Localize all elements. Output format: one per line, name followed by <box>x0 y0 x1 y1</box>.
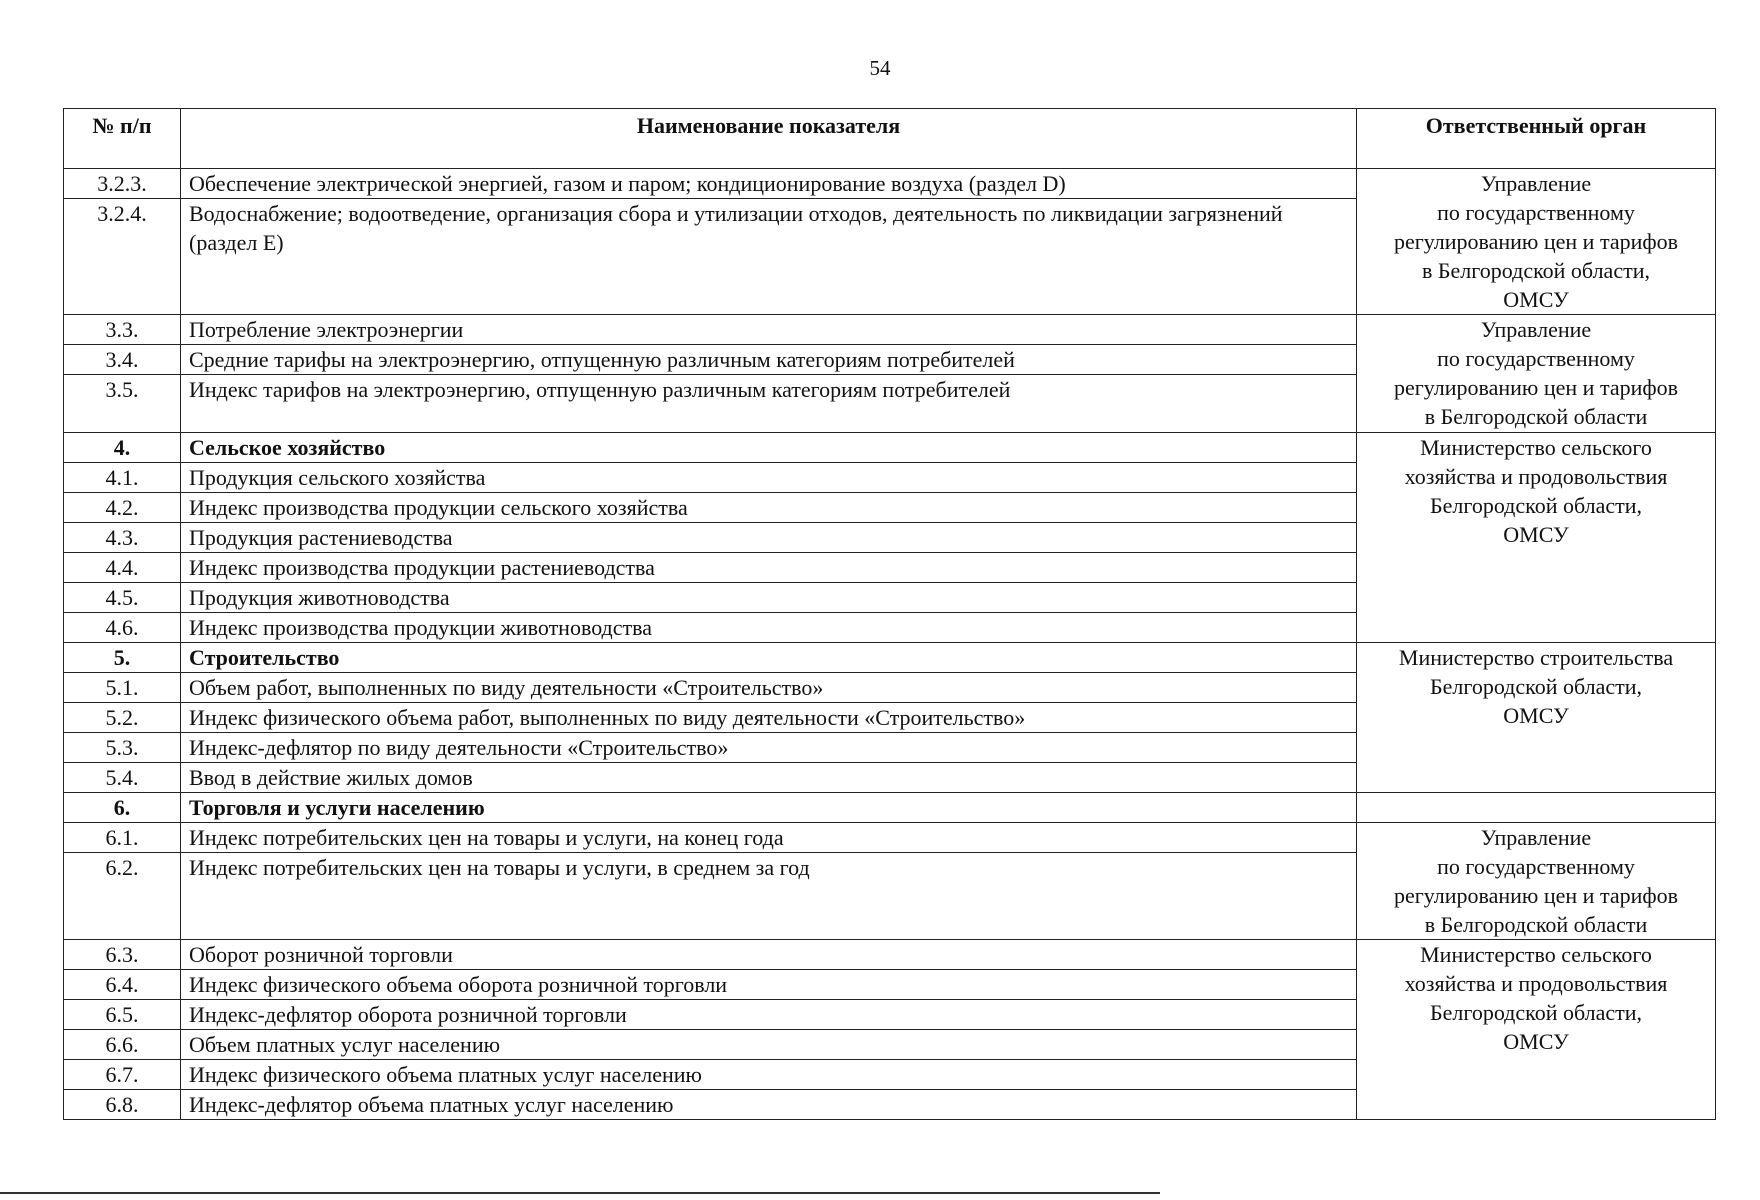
row-indicator: Ввод в действие жилых домов <box>181 763 1357 793</box>
row-indicator: Индекс физического объема оборота розничной торговли <box>181 970 1357 1000</box>
row-number: 4.1. <box>64 463 181 493</box>
table-row <box>64 643 1716 673</box>
row-indicator: Обеспечение электрической энергией, газом и паром; кондиционирование воздуха (раздел D) <box>181 169 1357 199</box>
header-number: № п/п <box>64 109 181 169</box>
row-number: 4.3. <box>64 523 181 553</box>
row-indicator: Объем платных услуг населению <box>181 1030 1357 1060</box>
responsible-body: Управление по государственному регулированию цен и тарифов в Белгородской области, ОМСУ <box>1357 169 1716 315</box>
row-indicator: Индекс производства продукции животноводства <box>181 613 1357 643</box>
row-number: 3.3. <box>64 315 181 345</box>
row-indicator: Индекс-дефлятор объема платных услуг населению <box>181 1090 1357 1120</box>
row-indicator: Индекс производства продукции растениеводства <box>181 553 1357 583</box>
section-title: Торговля и услуги населению <box>181 793 1357 823</box>
row-indicator: Потребление электроэнергии <box>181 315 1357 345</box>
responsible-body: Министерство сельского хозяйства и продовольствия Белгородской области, ОМСУ <box>1357 940 1716 1120</box>
row-number: 4.4. <box>64 553 181 583</box>
indicators-table <box>63 108 1716 1120</box>
row-number: 6.7. <box>64 1060 181 1090</box>
row-number: 6.1. <box>64 823 181 853</box>
section-number: 6. <box>64 793 181 823</box>
row-number: 5.1. <box>64 673 181 703</box>
row-number: 4.2. <box>64 493 181 523</box>
row-number: 4.5. <box>64 583 181 613</box>
row-indicator: Объем работ, выполненных по виду деятельности «Строительство» <box>181 673 1357 703</box>
responsible-body <box>1357 793 1716 823</box>
table-header-row <box>64 109 1716 169</box>
section-number: 5. <box>64 643 181 673</box>
page-number: 54 <box>869 56 891 80</box>
row-indicator: Индекс тарифов на электроэнергию, отпущенную различным категориям потребителей <box>181 375 1357 433</box>
row-indicator: Продукция растениеводства <box>181 523 1357 553</box>
responsible-body: Управление по государственному регулированию цен и тарифов в Белгородской области <box>1357 315 1716 433</box>
row-indicator: Средние тарифы на электроэнергию, отпущенную различным категориям потребителей <box>181 345 1357 375</box>
responsible-body: Управление по государственному регулированию цен и тарифов в Белгородской области <box>1357 823 1716 940</box>
section-title: Сельское хозяйство <box>181 433 1357 463</box>
row-number: 5.4. <box>64 763 181 793</box>
section-number: 4. <box>64 433 181 463</box>
row-number: 6.5. <box>64 1000 181 1030</box>
row-indicator: Индекс потребительских цен на товары и услуги, на конец года <box>181 823 1357 853</box>
row-indicator: Индекс производства продукции сельского хозяйства <box>181 493 1357 523</box>
bottom-divider <box>0 1192 1160 1194</box>
section-title: Строительство <box>181 643 1357 673</box>
row-number: 3.2.4. <box>64 199 181 315</box>
row-indicator: Индекс потребительских цен на товары и услуги, в среднем за год <box>181 853 1357 940</box>
row-indicator: Индекс-дефлятор оборота розничной торговли <box>181 1000 1357 1030</box>
row-indicator: Оборот розничной торговли <box>181 940 1357 970</box>
row-indicator: Продукция сельского хозяйства <box>181 463 1357 493</box>
table-row <box>64 315 1716 345</box>
row-number: 5.2. <box>64 703 181 733</box>
responsible-body: Министерство сельского хозяйства и продовольствия Белгородской области, ОМСУ <box>1357 433 1716 643</box>
table-row <box>64 793 1716 823</box>
row-number: 6.2. <box>64 853 181 940</box>
header-responsible-body: Ответственный орган <box>1357 109 1716 169</box>
row-indicator: Индекс физического объема платных услуг населению <box>181 1060 1357 1090</box>
row-number: 4.6. <box>64 613 181 643</box>
row-number: 3.5. <box>64 375 181 433</box>
table-row <box>64 433 1716 463</box>
table-row <box>64 169 1716 199</box>
row-indicator: Индекс физического объема работ, выполненных по виду деятельности «Строительство» <box>181 703 1357 733</box>
table-row <box>64 940 1716 970</box>
row-number: 3.4. <box>64 345 181 375</box>
row-number: 6.3. <box>64 940 181 970</box>
table-row <box>64 823 1716 853</box>
row-number: 6.6. <box>64 1030 181 1060</box>
row-number: 6.4. <box>64 970 181 1000</box>
row-number: 3.2.3. <box>64 169 181 199</box>
row-number: 6.8. <box>64 1090 181 1120</box>
row-indicator: Водоснабжение; водоотведение, организация сбора и утилизации отходов, деятельность по ликвидации загрязнений (раздел E) <box>181 199 1357 315</box>
row-indicator: Продукция животноводства <box>181 583 1357 613</box>
responsible-body: Министерство строительства Белгородской области, ОМСУ <box>1357 643 1716 793</box>
row-number: 5.3. <box>64 733 181 763</box>
row-indicator: Индекс-дефлятор по виду деятельности «Строительство» <box>181 733 1357 763</box>
header-indicator-name: Наименование показателя <box>181 109 1357 169</box>
